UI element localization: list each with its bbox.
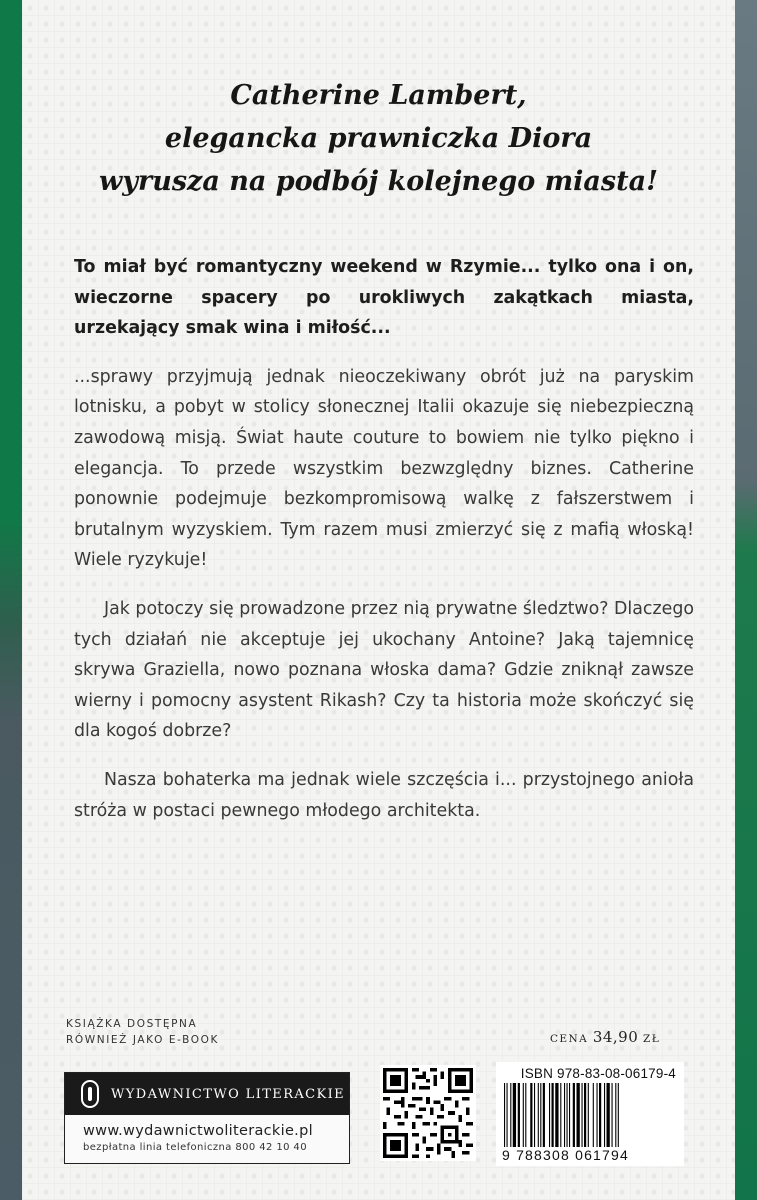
publisher-url[interactable]: www.wydawnictwoliterackie.pl — [83, 1123, 313, 1139]
price — [550, 1028, 660, 1046]
isbn-label: ISBN 978-83-08-06179-4 — [520, 1066, 676, 1081]
ebook-note-line-1: KSIĄŻKA DOSTĘPNA — [66, 1018, 198, 1030]
publisher-phone: bezpłatna linia telefoniczna 800 42 10 40 — [83, 1142, 307, 1153]
publisher-logo-icon — [81, 1080, 99, 1108]
blurb-paragraph-1: ...sprawy przyjmują jednak nieoczekiwany obrót już na paryskim lotnisku, a pobyt w stolicy słonecznej Italii okazuje się niebezpieczną zawodową misją. Świat haute couture to bowiem nie tylko piękno i elegancja. To przede wszystkim bezwzględny biznes. Catherine ponownie podejmuje bezkompromisową walkę z fałszerstwem i brutalnym wyzyskiem. Tym razem musi zmierzyć się z mafią włoską! Wiele ryzykuje! — [74, 366, 694, 571]
blurb-paragraph-3: Nasza bohaterka ma jednak wiele szczęścia i... przystojnego anioła stróża w postaci pewnego młodego architekta. — [74, 769, 694, 821]
blurb — [74, 252, 694, 844]
price-currency: ZŁ — [643, 1033, 661, 1045]
blurb-lead-paragraph: To miał być romantyczny weekend w Rzymie... tylko ona i on, wieczorne spacery po urokliwych zakątkach miasta, urzekający smak wina i miłość... — [74, 257, 694, 339]
headline-line-3: wyrusza na podbój kolejnego miasta! — [99, 166, 658, 197]
publisher-bar — [65, 1073, 349, 1115]
qr-code-graphic — [383, 1068, 473, 1158]
isbn-barcode-block — [496, 1062, 684, 1166]
headline — [22, 74, 735, 203]
back-cover-page — [22, 0, 735, 1200]
right-cover-edge — [735, 0, 757, 1200]
barcode-icon — [502, 1083, 678, 1147]
price-label: CENA — [550, 1033, 589, 1045]
publisher-name: WYDAWNICTWO LITERACKIE — [111, 1086, 346, 1102]
qr-code-icon[interactable] — [380, 1065, 476, 1161]
left-cover-edge — [0, 0, 22, 1200]
isbn-digits: 9 788308 061794 — [502, 1147, 629, 1163]
headline-line-2: elegancka prawniczka Diora — [164, 123, 593, 154]
ebook-availability-note — [66, 1016, 219, 1048]
ebook-note-line-2: RÓWNIEŻ JAKO E-BOOK — [66, 1034, 219, 1046]
headline-line-1: Catherine Lambert, — [230, 80, 527, 111]
publisher-box — [64, 1072, 350, 1164]
price-amount: 34,90 — [592, 1028, 639, 1046]
blurb-paragraph-2: Jak potoczy się prowadzone przez nią prywatne śledztwo? Dlaczego tych działań nie akceptuje jej ukochany Antoine? Jaką tajemnicę skrywa Graziella, nowo poznana włoska dama? Gdzie zniknął zawsze wierny i pomocny asystent Rikash? Czy ta historia może skończyć się dla kogoś dobrze? — [74, 598, 694, 742]
